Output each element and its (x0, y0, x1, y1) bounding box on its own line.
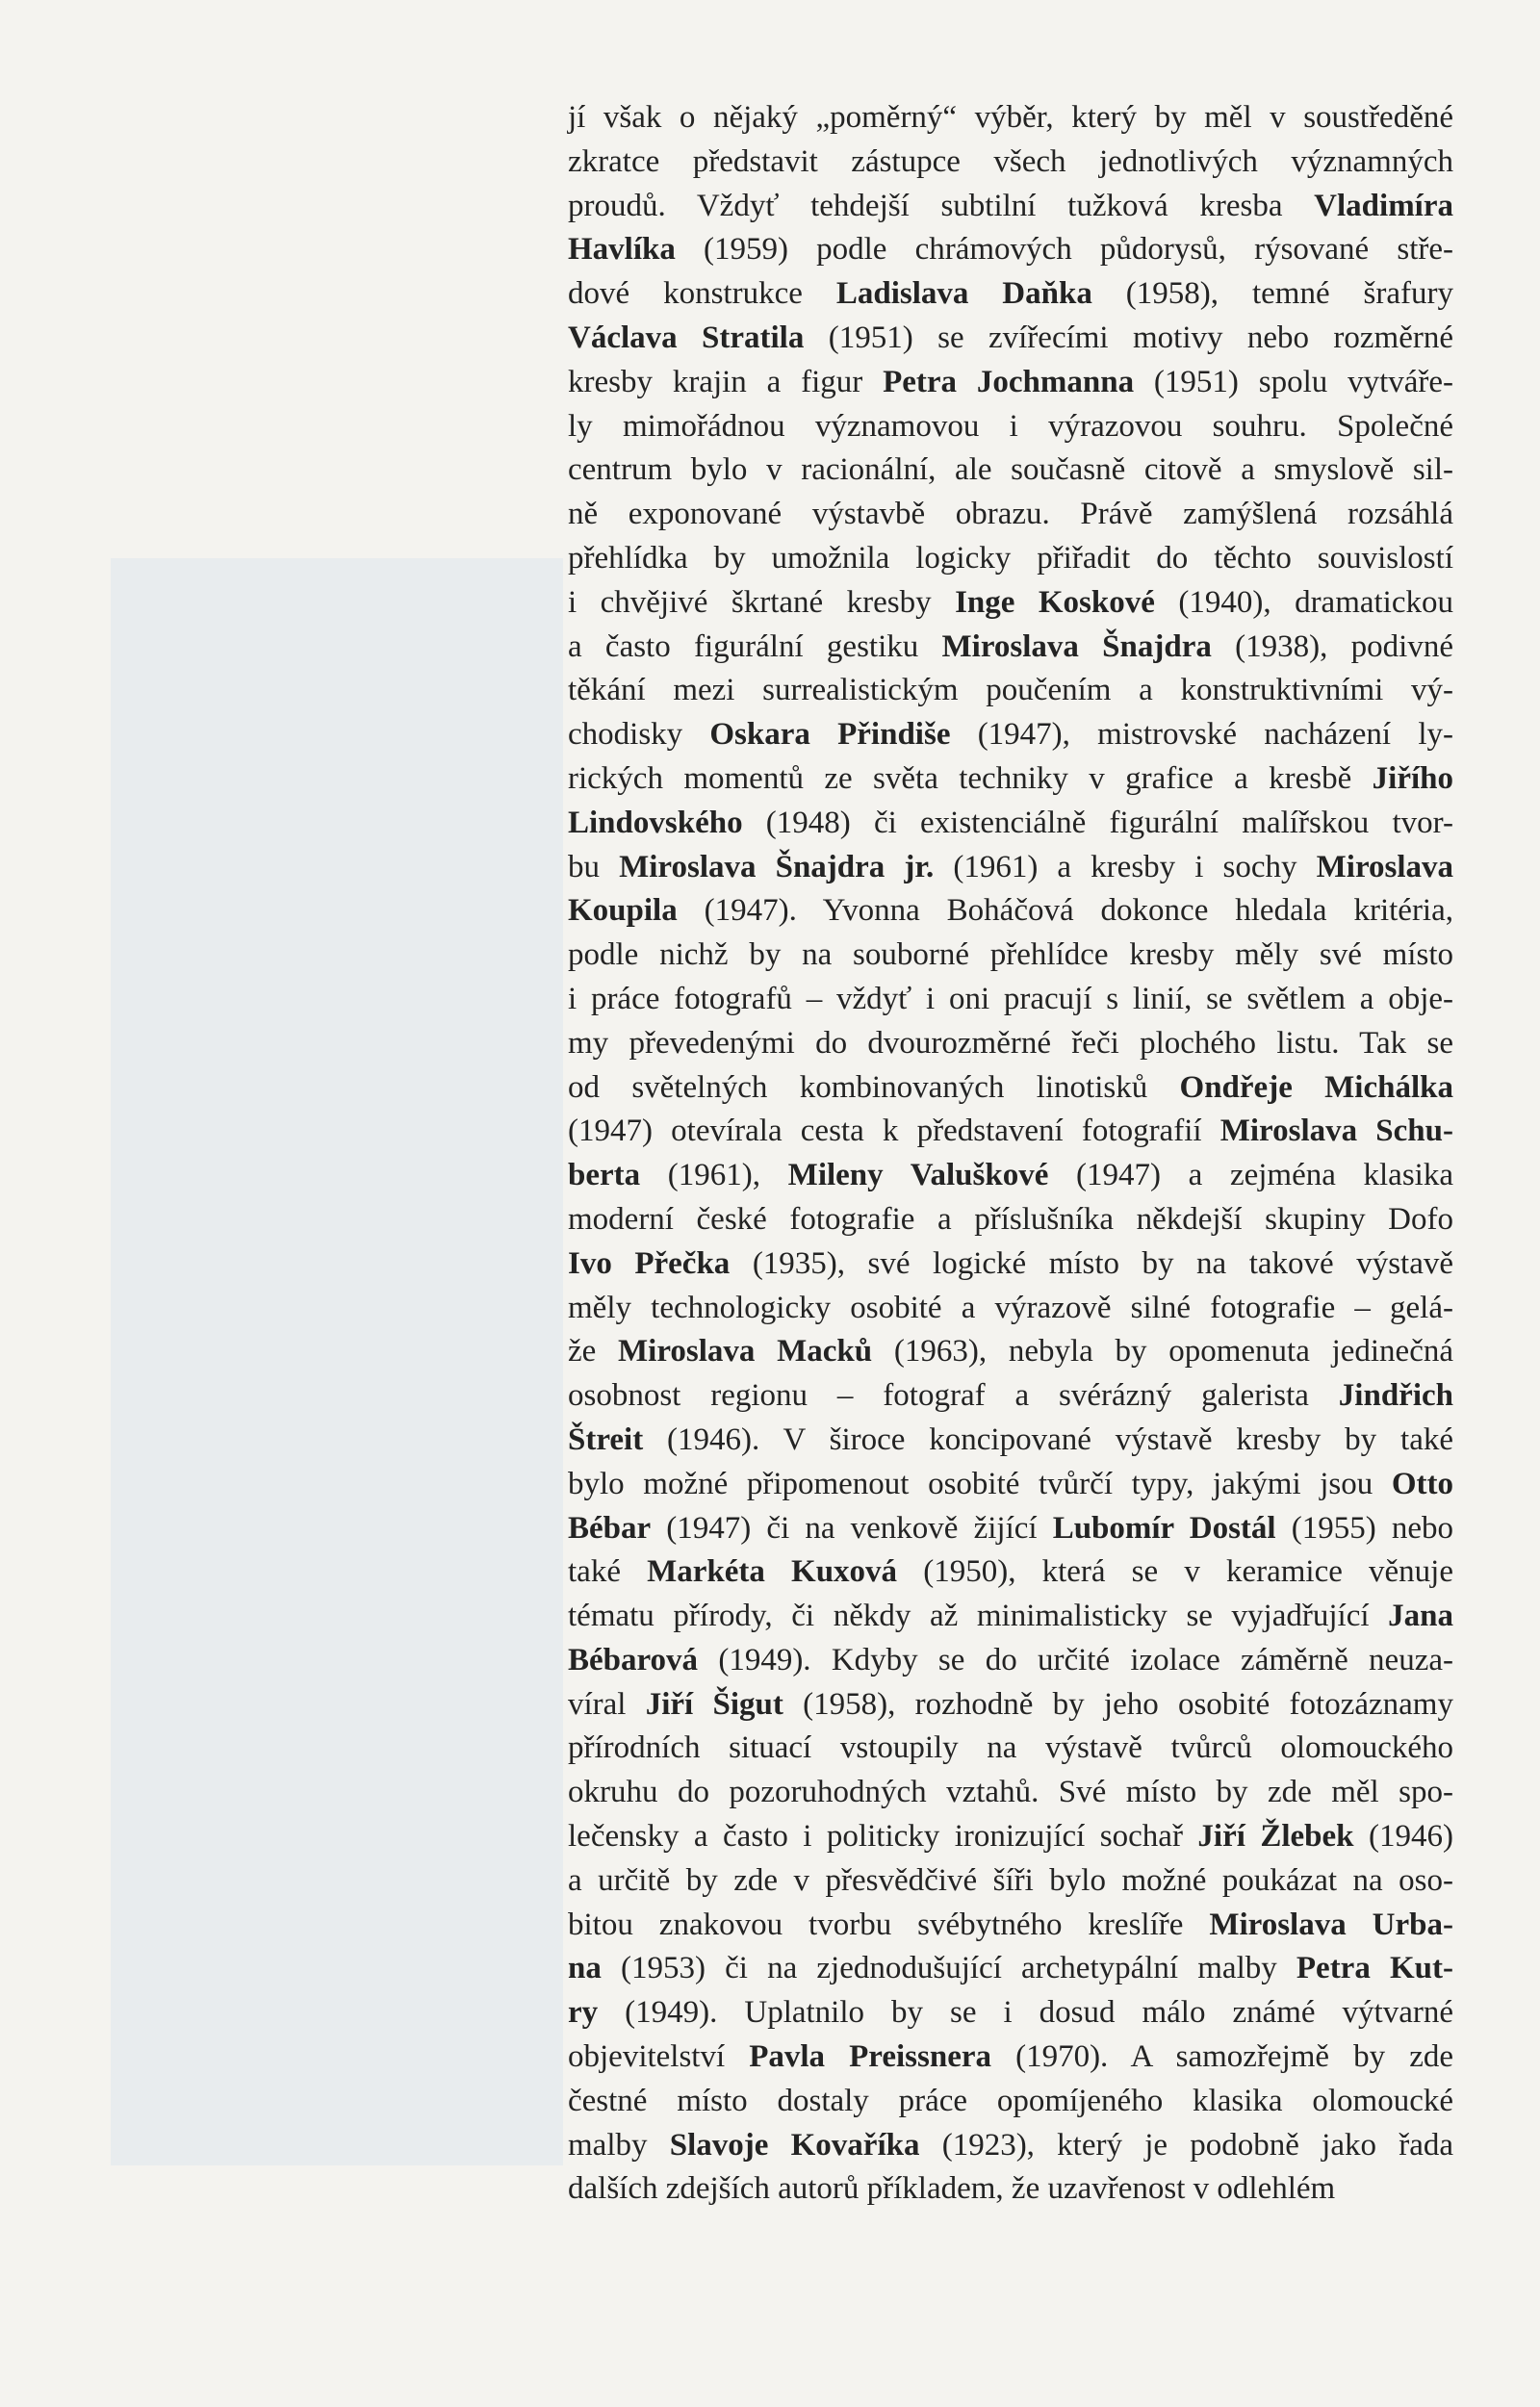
text-line: přírodních situací vstoupily na výstavě tvůrců olomouckého (568, 1730, 1453, 1766)
text-line: okruhu do pozoruhodných vztahů. Své místo by zde měl spo- (568, 1775, 1453, 1810)
text-line: moderní české fotografie a příslušníka někdejší skupiny Dofo (568, 1201, 1453, 1237)
text-line: bu Miroslava Šnajdra jr. (1961) a kresby i sochy Miroslava (568, 849, 1454, 884)
text-line: Bébar (1947) či na venkově žijící Lubomír Dostál (1955) nebo (568, 1510, 1453, 1546)
text-line: čestné místo dostaly práce opomíjeného klasika olomoucké (568, 2083, 1453, 2118)
text-line: rických momentů ze světa techniky v grafice a kresbě Jiřího (568, 760, 1453, 796)
background-panel (111, 558, 563, 2165)
text-line: bylo možné připomenout osobité tvůrčí typy, jakými jsou Otto (568, 1466, 1453, 1501)
text-line: Ivo Přečka (1935), své logické místo by na takové výstavě (568, 1245, 1453, 1281)
text-line: i chvějivé škrtané kresby Inge Koskové (1940), dramatickou (568, 584, 1453, 620)
text-line: Bébarová (1949). Kdyby se do určité izolace záměrně neuza- (568, 1642, 1453, 1677)
text-line: bitou znakovou tvorbu svébytného kreslíře Miroslava Urba- (568, 1907, 1453, 1942)
text-line: objevitelství Pavla Preissnera (1970). A samozřejmě by zde (568, 2039, 1454, 2075)
text-line: měly technologicky osobité a výrazově silné fotografie – gelá- (568, 1290, 1453, 1325)
text-line: my převedenými do dvourozměrné řeči plochého listu. Tak se (568, 1025, 1453, 1061)
text-line: Koupila (1947). Yvonna Boháčová dokonce hledala kritéria, (568, 893, 1453, 929)
text-line: malby Slavoje Kovaříka (1923), který je podobně jako řada (568, 2127, 1453, 2163)
text-line: lečensky a často i politicky ironizující sochař Jiří Žlebek (1946) (568, 1819, 1453, 1855)
text-line: na (1953) či na zjednodušující archetypální malby Petra Kut- (568, 1951, 1453, 1986)
text-line: proudů. Vždyť tehdejší subtilní tužková kresba Vladimíra (568, 188, 1453, 223)
article-body (568, 96, 1453, 2212)
text-line: těkání mezi surrealistickým poučením a konstruktivními vý- (568, 673, 1453, 708)
text-line: dalších zdejších autorů příkladem, že uzavřenost v odlehlém (568, 2171, 1336, 2207)
text-line: také Markéta Kuxová (1950), která se v keramice věnuje (568, 1554, 1453, 1590)
text-line: i práce fotografů – vždyť i oni pracují s linií, se světlem a obje- (568, 981, 1453, 1016)
text-line: že Miroslava Macků (1963), nebyla by opomenuta jedinečná (568, 1334, 1454, 1370)
text-line: osobnost regionu – fotograf a svérázný galerista Jindřich (568, 1378, 1453, 1414)
text-line: Havlíka (1959) podle chrámových půdorysů, rýsované stře- (568, 232, 1453, 268)
text-line: přehlídka by umožnila logicky přiřadit do těchto souvislostí (568, 540, 1453, 576)
text-line: Štreit (1946). V široce koncipované výstavě kresby by také (568, 1421, 1453, 1457)
text-line: kresby krajin a figur Petra Jochmanna (1951) spolu vytváře- (568, 364, 1454, 399)
text-line: ně exponované výstavbě obrazu. Právě zamýšlená rozsáhlá (568, 497, 1453, 532)
text-line: tématu přírody, či někdy až minimalisticky se vyjadřující Jana (568, 1599, 1453, 1634)
text-line: od světelných kombinovaných linotisků Ondřeje Michálka (568, 1069, 1453, 1105)
text-line: berta (1961), Mileny Valuškové (1947) a zejména klasika (568, 1158, 1453, 1193)
text-line: jí však o nějaký „poměrný“ výběr, který by měl v soustředěné (568, 100, 1453, 135)
text-line: dové konstrukce Ladislava Daňka (1958), temné šrafury (568, 276, 1453, 312)
text-line: ly mimořádnou významovou i výrazovou souhru. Společné (568, 408, 1453, 444)
text-line: chodisky Oskara Přindiše (1947), mistrovské nacházení ly- (568, 717, 1453, 753)
text-line: a určitě by zde v přesvědčivé šíři bylo možné poukázat na oso- (568, 1862, 1453, 1898)
text-line: víral Jiří Šigut (1958), rozhodně by jeho osobité fotozáznamy (568, 1686, 1453, 1722)
text-line: a často figurální gestiku Miroslava Šnajdra (1938), podivné (568, 628, 1453, 664)
text-line: centrum bylo v racionální, ale současně citově a smyslově sil- (568, 452, 1453, 488)
text-line: zkratce představit zástupce všech jednotlivých významných (568, 143, 1453, 179)
text-line: (1947) otevírala cesta k představení fotografií Miroslava Schu- (568, 1114, 1453, 1149)
text-line: ry (1949). Uplatnilo by se i dosud málo známé výtvarné (568, 1995, 1453, 2031)
text-line: podle nichž by na souborné přehlídce kresby měly své místo (568, 937, 1453, 973)
text-line: Václava Stratila (1951) se zvířecími motivy nebo rozměrné (568, 320, 1454, 355)
text-line: Lindovského (1948) či existenciálně figurální malířskou tvor- (568, 805, 1453, 840)
